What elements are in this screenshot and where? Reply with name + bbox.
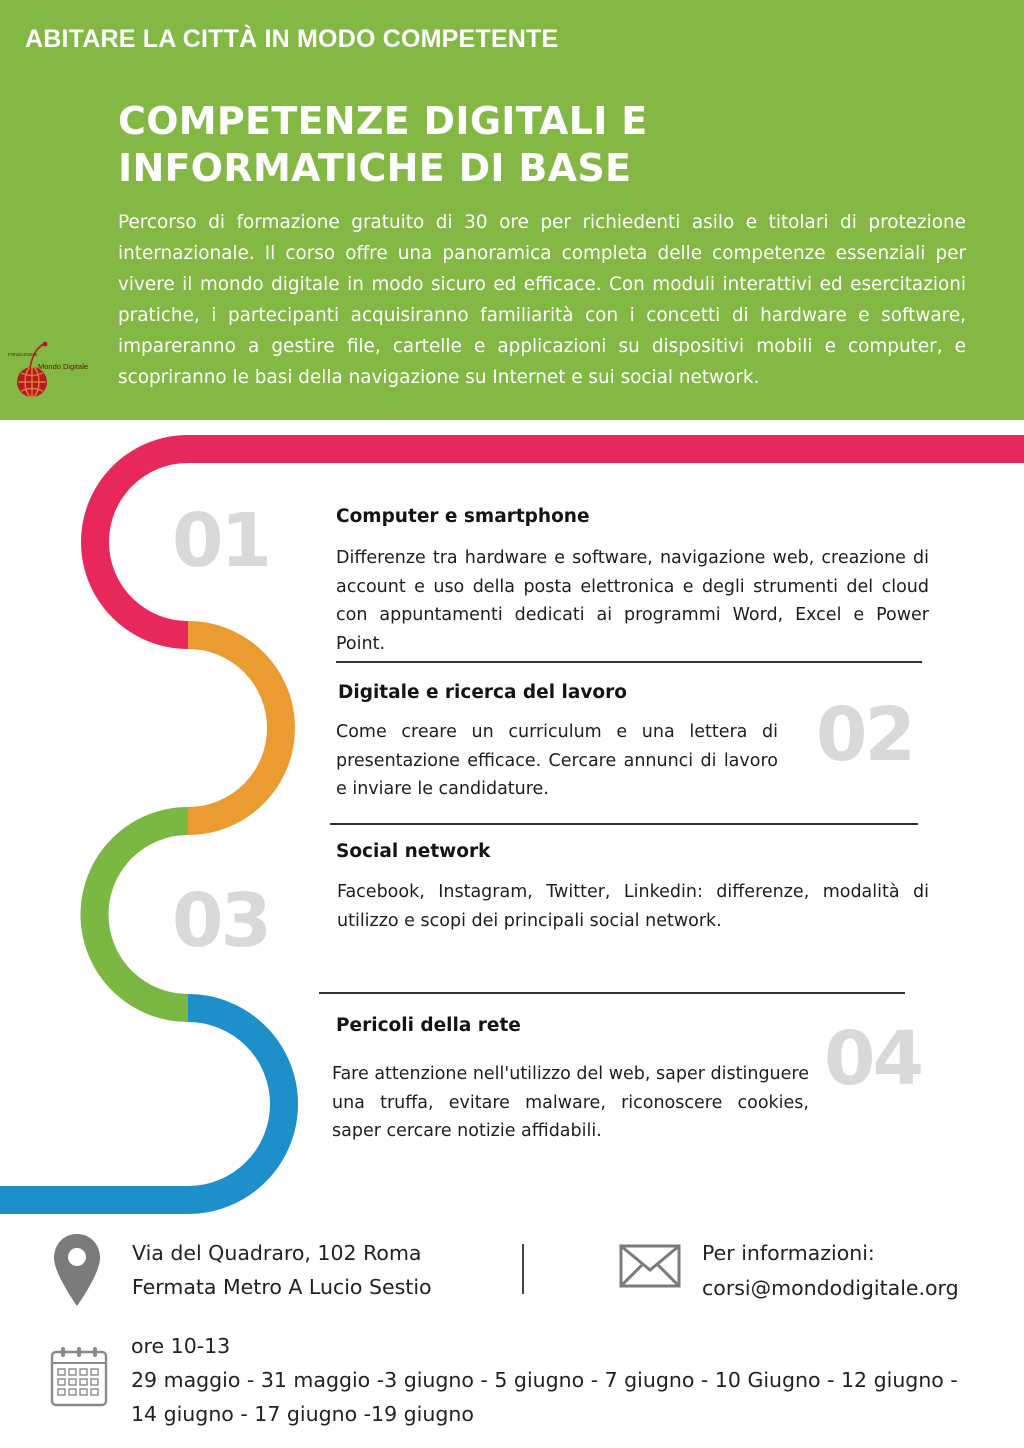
module-divider-1	[336, 661, 922, 663]
module-number-04: 04	[824, 1016, 921, 1102]
module-text-03: Facebook, Instagram, Twitter, Linkedin: differenze, modalità di utilizzo e scopi dei principali social network.	[337, 882, 929, 931]
module-title-04: Pericoli della rete	[336, 1015, 521, 1036]
envelope-icon	[619, 1244, 681, 1288]
module-title-01: Computer e smartphone	[336, 506, 590, 527]
module-divider-2	[330, 823, 918, 825]
intro-paragraph: Percorso di formazione gratuito di 30 ore per richiedenti asilo e titolari di protezione internazionale. Il corso offre una panoramica completa delle competenze essenziali per vivere il mondo digitale in modo sicuro ed efficace. Con moduli interattivi ed esercitazioni pratiche, i partecipanti acquisiranno familiarità con i concetti di hardware e software, impareranno a gestire file, cartelle e applicazioni su dispositivi mobili e computer, e scopriranno le basi della navigazione su Internet e sui social network.	[118, 212, 966, 388]
course-dates-line-2: 14 giugno - 17 giugno -19 giugno	[131, 1402, 474, 1426]
title-line-2: INFORMATICHE DI BASE	[118, 146, 632, 190]
location-pin-icon	[52, 1232, 102, 1308]
module-number-02: 02	[816, 692, 913, 778]
module-divider-3	[319, 992, 905, 994]
path-segment-orange	[188, 635, 281, 821]
address-line-2: Fermata Metro A Lucio Sestio	[132, 1275, 432, 1299]
path-segment-blue	[0, 1008, 284, 1200]
module-number-03: 03	[172, 878, 269, 964]
calendar-icon	[50, 1345, 108, 1407]
info-email[interactable]: corsi@mondodigitale.org	[702, 1276, 959, 1300]
title-line-1: COMPETENZE DIGITALI E	[118, 99, 648, 143]
page-title	[118, 98, 918, 192]
course-dates-line-1: 29 maggio - 31 maggio -3 giugno - 5 giugno - 7 giugno - 10 Giugno - 12 giugno -	[131, 1368, 958, 1392]
module-number-01: 01	[172, 498, 269, 584]
info-label: Per informazioni:	[702, 1241, 875, 1265]
footer-separator	[522, 1244, 524, 1294]
address-line-1: Via del Quadraro, 102 Roma	[132, 1241, 422, 1265]
module-text-02: Come creare un curriculum e una lettera di presentazione efficace. Cercare annunci di lavoro e inviare le candidature.	[336, 722, 778, 799]
module-title-03: Social network	[336, 841, 491, 862]
logo-name-label: Mondo Digitale	[38, 362, 89, 371]
project-kicker: ABITARE LA CITTÀ IN MODO COMPETENTE	[25, 25, 559, 53]
module-text-01: Differenze tra hardware e software, navigazione web, creazione di account e uso della posta elettronica e degli strumenti del cloud con appuntamenti dedicati ai programmi Word, Excel e Power Point.	[336, 548, 929, 654]
module-title-02: Digitale e ricerca del lavoro	[338, 682, 627, 703]
course-hours: ore 10-13	[131, 1334, 231, 1358]
header-banner	[0, 0, 1024, 420]
logo-foundation-label: FONDAZIONE	[8, 352, 38, 357]
module-text-04: Fare attenzione nell'utilizzo del web, saper distinguere una truffa, evitare malware, riconoscere cookies, saper cercare notizie affidabili.	[332, 1064, 809, 1141]
globe-icon	[8, 338, 96, 404]
mondo-digitale-logo	[8, 338, 96, 404]
